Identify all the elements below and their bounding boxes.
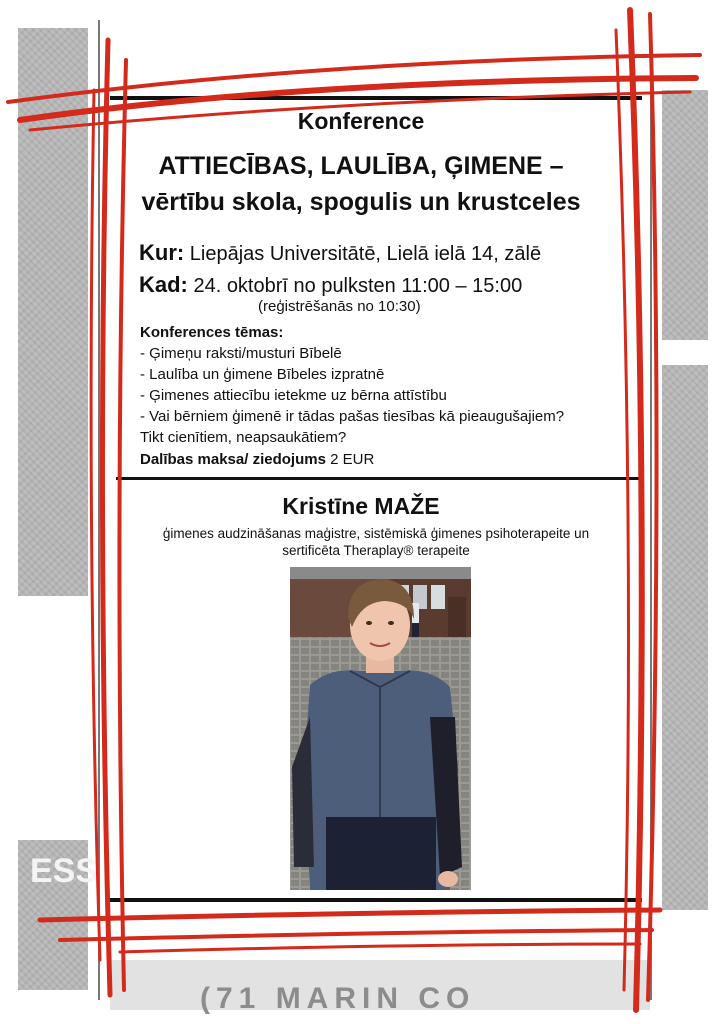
- fee-label: Dalības maksa/ ziedojums: [140, 451, 326, 468]
- red-frame-right-stroke: [616, 30, 629, 990]
- registration-note: (reģistrēšanās no 10:30): [258, 298, 421, 315]
- when-value: 24. oktobrī no pulksten 11:00 – 15:00: [193, 275, 523, 297]
- conference-title: ATTIECĪBAS, LAULĪBA, ĢIMENE –: [158, 152, 564, 180]
- red-frame-left-stroke: [91, 90, 100, 960]
- background-text-ess: ESS: [30, 852, 99, 890]
- where-value: Liepājas Universitātē, Lielā ielā 14, zālē: [189, 243, 542, 265]
- red-frame-left-stroke: [102, 40, 110, 995]
- topic-item: - Laulība un ģimene Bībeles izpratnē: [140, 366, 385, 383]
- red-frame-right-stroke: [648, 14, 657, 1000]
- topics-heading: Konferences tēmas:: [140, 324, 284, 341]
- red-frame-top-stroke: [20, 78, 696, 120]
- conference-label: Konference: [297, 108, 425, 134]
- topic-item: - Ģimeņu raksti/musturi Bībelē: [140, 345, 342, 362]
- when-label: Kad:: [139, 272, 188, 297]
- where-label: Kur:: [139, 240, 185, 265]
- red-frame-top-stroke: [30, 92, 690, 130]
- fee-value: 2 EUR: [330, 451, 375, 468]
- red-frame-bottom-stroke: [40, 910, 660, 920]
- background-text-bottom: (71 MARIN CO: [200, 982, 476, 1015]
- topic-item: - Ģimenes attiecību ietekme uz bērna attīstību: [140, 387, 447, 404]
- speaker-description-line: sertificēta Theraplay® terapeite: [282, 543, 470, 558]
- topic-item: - Vai bērniem ģimenē ir tādas pašas tiesības kā pieaugušajiem?: [140, 408, 565, 425]
- speaker-description-line: ģimenes audzināšanas maģistre, sistēmiskā ģimenes psihoterapeite un: [162, 526, 590, 541]
- red-frame-bottom-stroke: [120, 944, 640, 952]
- red-frame-left-stroke: [119, 60, 126, 990]
- red-frame-bottom-stroke: [60, 930, 652, 940]
- conference-subtitle: vērtību skola, spogulis un krustceles: [141, 188, 581, 216]
- red-frame-right-stroke: [630, 10, 642, 1010]
- topic-item: Tikt cienītiem, neapsaukātiem?: [140, 429, 347, 446]
- speaker-name: Kristīne MAŽE: [282, 493, 440, 519]
